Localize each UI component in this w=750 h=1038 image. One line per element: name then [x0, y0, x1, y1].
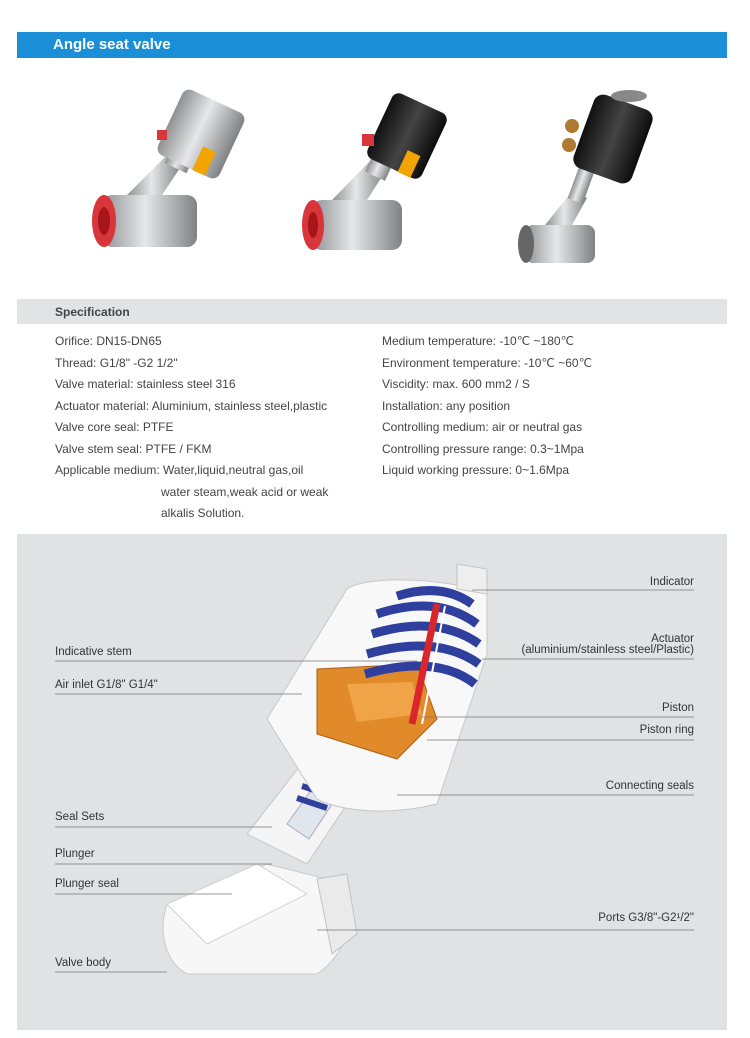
- spec-item: Viscidity: max. 600 mm2 / S: [382, 377, 530, 391]
- label-connecting-seals: Connecting seals: [605, 780, 694, 792]
- title-bar: [17, 32, 727, 58]
- spec-item: Applicable medium: Water,liquid,neutral gas,oil: [55, 463, 304, 477]
- spec-item: Controlling pressure range: 0.3~1Mpa: [382, 441, 584, 456]
- spec-item: Controlling medium: air or neutral gas: [382, 420, 583, 434]
- label-indicative-stem: Indicative stem: [55, 646, 132, 658]
- label-piston-ring: Piston ring: [639, 724, 694, 736]
- label-ports: Ports G3/8"-G2¹/2": [598, 912, 694, 924]
- spec-item: Installation: any position: [382, 398, 511, 413]
- valve-photo-stainless: [92, 87, 247, 247]
- spec-item: Valve core seal: PTFE: [55, 420, 174, 434]
- spec-item: Thread: G1/8" -G2 1/2": [55, 355, 178, 370]
- spec-item: Orifice: DN15-DN65: [55, 334, 162, 348]
- label-air-inlet: Air inlet G1/8" G1/4": [55, 679, 158, 691]
- product-photos: [17, 70, 727, 290]
- label-plunger-seal: Plunger seal: [55, 878, 119, 890]
- specification-title: Specification: [55, 305, 130, 319]
- spec-item-continued: alkalis Solution.: [161, 506, 245, 520]
- label-actuator-materials: (aluminium/stainless steel/Plastic): [521, 644, 694, 656]
- label-seal-sets: Seal Sets: [55, 811, 105, 823]
- spec-item-continued: water steam,weak acid or weak: [161, 484, 329, 499]
- label-actuator: Actuator: [651, 633, 694, 645]
- spec-item: Environment temperature: -10℃ ~60℃: [382, 355, 593, 370]
- spec-list-left: [55, 331, 355, 525]
- page-title: Angle seat valve: [53, 36, 171, 53]
- label-indicator: Indicator: [649, 576, 694, 588]
- spec-item: Medium temperature: -10℃ ~180℃: [382, 334, 575, 348]
- specification-header: [17, 299, 727, 324]
- valve-photo-black: [302, 91, 449, 250]
- valve-photo-plastic: [518, 90, 655, 263]
- cutaway-diagram: [17, 534, 727, 1030]
- spec-item: Valve stem seal: PTFE / FKM: [55, 441, 212, 456]
- label-plunger: Plunger: [55, 848, 95, 860]
- label-piston: Piston: [662, 702, 694, 714]
- spec-item: Actuator material: Aluminium, stainless steel,plastic: [55, 398, 328, 413]
- spec-item: Valve material: stainless steel 316: [55, 377, 236, 391]
- spec-list-right: [382, 331, 712, 482]
- label-valve-body: Valve body: [55, 957, 112, 969]
- spec-item: Liquid working pressure: 0~1.6Mpa: [382, 463, 570, 477]
